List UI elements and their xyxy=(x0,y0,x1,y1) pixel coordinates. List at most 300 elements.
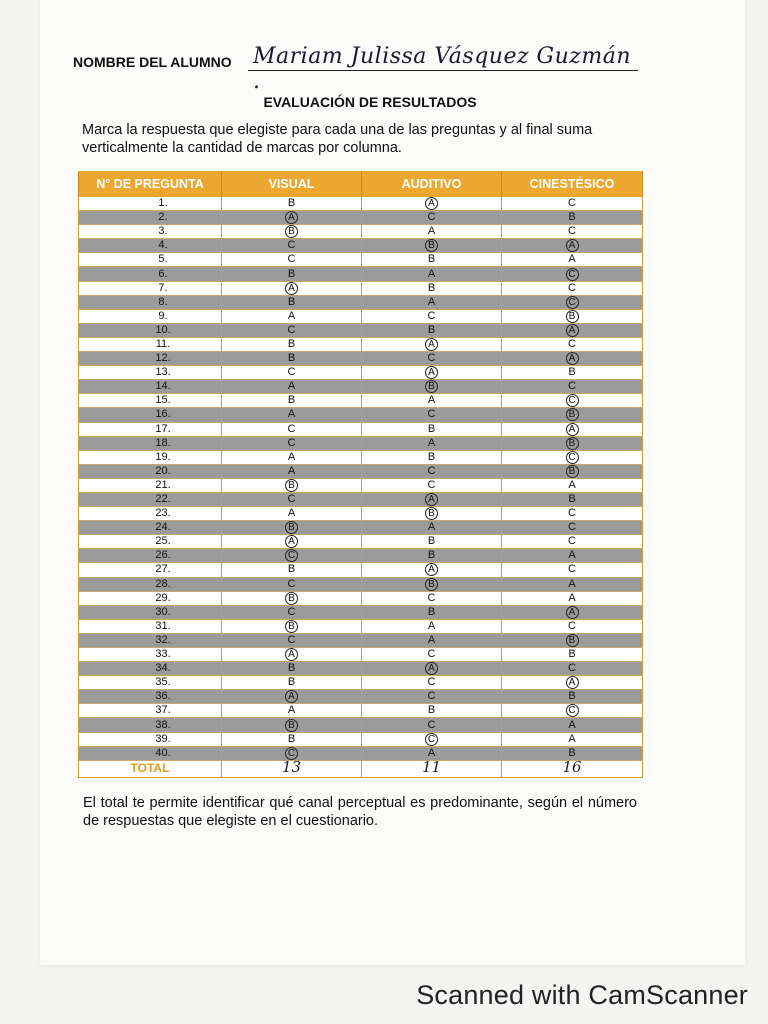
circled-answer: C xyxy=(566,451,579,464)
question-number-cell xyxy=(79,676,222,690)
answer-option: C xyxy=(568,521,576,534)
table-row xyxy=(79,323,643,337)
circled-answer: A xyxy=(566,606,579,619)
auditivo-cell xyxy=(362,267,502,281)
question-number-cell xyxy=(79,281,222,295)
circled-answer: C xyxy=(566,296,579,309)
circled-answer: A xyxy=(285,648,298,661)
answer-option: A xyxy=(568,549,576,562)
answer-option: B xyxy=(427,704,436,717)
circled-answer: C xyxy=(566,394,579,407)
question-number: 23. xyxy=(155,507,171,520)
question-number-cell xyxy=(79,605,222,619)
circled-answer: C xyxy=(285,549,298,562)
table-row xyxy=(79,535,643,549)
cinestesico-cell xyxy=(502,323,643,337)
table-row xyxy=(79,352,643,366)
page-title: EVALUACIÓN DE RESULTADOS xyxy=(263,94,477,110)
cinestesico-cell xyxy=(502,563,643,577)
question-number-cell xyxy=(79,422,222,436)
visual-cell xyxy=(222,352,362,366)
table-row xyxy=(79,450,643,464)
table-row xyxy=(79,239,643,253)
answer-option: B xyxy=(287,352,296,365)
visual-cell xyxy=(222,281,362,295)
visual-cell xyxy=(222,309,362,323)
auditivo-cell xyxy=(362,591,502,605)
question-number: 40. xyxy=(155,746,171,759)
answer-option: B xyxy=(287,662,296,675)
table-row xyxy=(79,718,643,732)
total-label: TOTAL xyxy=(130,760,170,775)
auditivo-cell xyxy=(362,450,502,464)
answer-option: A xyxy=(287,507,296,520)
visual-cell xyxy=(222,197,362,211)
question-number-cell xyxy=(79,521,222,535)
auditivo-cell xyxy=(362,662,502,676)
results-table xyxy=(78,171,643,778)
auditivo-cell xyxy=(362,225,502,239)
question-number-cell xyxy=(79,436,222,450)
visual-cell xyxy=(222,507,362,521)
auditivo-cell xyxy=(362,478,502,492)
question-number-cell xyxy=(79,197,222,211)
circled-answer: B xyxy=(566,465,579,478)
cinestesico-cell xyxy=(502,732,643,746)
visual-cell xyxy=(222,394,362,408)
question-number: 20. xyxy=(155,464,171,477)
cinestesico-cell xyxy=(502,352,643,366)
cinestesico-cell xyxy=(502,507,643,521)
question-number-cell xyxy=(79,464,222,478)
question-number-cell xyxy=(79,549,222,563)
table-row xyxy=(79,633,643,647)
table-row xyxy=(79,422,643,436)
visual-cell xyxy=(222,676,362,690)
question-number: 14. xyxy=(155,380,171,393)
circled-answer: A xyxy=(285,690,298,703)
question-number-cell xyxy=(79,662,222,676)
answer-option: C xyxy=(568,535,576,548)
auditivo-cell xyxy=(362,563,502,577)
answer-option: C xyxy=(427,211,436,224)
question-number: 16. xyxy=(155,408,171,421)
question-number-cell xyxy=(79,225,222,239)
table-row xyxy=(79,197,643,211)
auditivo-cell xyxy=(362,211,502,225)
cinestesico-cell xyxy=(502,478,643,492)
question-number-cell xyxy=(79,591,222,605)
question-number: 5. xyxy=(158,253,168,266)
question-number-cell xyxy=(79,563,222,577)
table-row xyxy=(79,507,643,521)
table-row xyxy=(79,366,643,380)
circled-answer: B xyxy=(285,592,298,605)
student-name-row xyxy=(73,44,643,94)
question-number-cell xyxy=(79,323,222,337)
answer-option: A xyxy=(568,478,576,491)
auditivo-cell xyxy=(362,309,502,323)
auditivo-cell xyxy=(362,492,502,506)
table-body xyxy=(79,197,643,760)
answer-option: C xyxy=(427,478,436,491)
cinestesico-cell xyxy=(502,281,643,295)
auditivo-cell xyxy=(362,281,502,295)
question-number: 31. xyxy=(155,619,171,632)
question-number: 30. xyxy=(155,605,171,618)
cinestesico-cell xyxy=(502,535,643,549)
cinestesico-cell xyxy=(502,633,643,647)
student-name-label: NOMBRE DEL ALUMNO xyxy=(73,54,232,70)
cinestesico-cell xyxy=(502,619,643,633)
visual-cell xyxy=(222,605,362,619)
question-number-cell xyxy=(79,746,222,760)
question-number-cell xyxy=(79,732,222,746)
visual-cell xyxy=(222,253,362,267)
table-row xyxy=(79,211,643,225)
table-row xyxy=(79,619,643,633)
answer-option: C xyxy=(287,633,296,646)
header-cinestesico: CINESTÉSICO xyxy=(502,171,643,197)
visual-cell xyxy=(222,267,362,281)
question-number: 25. xyxy=(155,535,171,548)
circled-answer: A xyxy=(566,324,579,337)
circled-answer: A xyxy=(285,211,298,224)
question-number: 13. xyxy=(155,366,171,379)
circled-answer: B xyxy=(425,507,438,520)
visual-cell xyxy=(222,563,362,577)
circled-answer: B xyxy=(285,521,298,534)
cinestesico-cell xyxy=(502,309,643,323)
auditivo-cell xyxy=(362,394,502,408)
question-number-cell xyxy=(79,507,222,521)
circled-answer: B xyxy=(566,634,579,647)
answer-option: A xyxy=(568,577,576,590)
answer-option: B xyxy=(568,690,576,703)
visual-cell xyxy=(222,337,362,351)
question-number: 15. xyxy=(155,394,171,407)
cinestesico-cell xyxy=(502,239,643,253)
table-row xyxy=(79,464,643,478)
cinestesico-cell xyxy=(502,337,643,351)
auditivo-cell xyxy=(362,577,502,591)
auditivo-cell xyxy=(362,676,502,690)
circled-answer: A xyxy=(566,676,579,689)
question-number-cell xyxy=(79,267,222,281)
question-number-cell xyxy=(79,690,222,704)
question-number: 24. xyxy=(155,521,171,534)
answer-option: C xyxy=(568,225,576,238)
question-number: 32. xyxy=(155,633,171,646)
answer-option: C xyxy=(287,493,296,506)
visual-cell xyxy=(222,436,362,450)
circled-answer: B xyxy=(285,719,298,732)
answer-option: C xyxy=(568,380,576,393)
cinestesico-cell xyxy=(502,662,643,676)
circled-answer: A xyxy=(425,493,438,506)
question-number: 34. xyxy=(155,662,171,675)
cinestesico-cell xyxy=(502,549,643,563)
cinestesico-cell xyxy=(502,676,643,690)
answer-option: C xyxy=(568,507,576,520)
answer-option: B xyxy=(287,676,296,689)
table-row xyxy=(79,704,643,718)
circled-answer: A xyxy=(425,338,438,351)
visual-cell xyxy=(222,662,362,676)
table-row xyxy=(79,337,643,351)
visual-cell xyxy=(222,633,362,647)
question-number-cell xyxy=(79,253,222,267)
circled-answer: A xyxy=(425,197,438,210)
table-row xyxy=(79,577,643,591)
table-row xyxy=(79,281,643,295)
header-question-number: N° DE PREGUNTA xyxy=(79,171,222,197)
cinestesico-cell xyxy=(502,591,643,605)
visual-cell xyxy=(222,211,362,225)
question-number-cell xyxy=(79,295,222,309)
cinestesico-cell xyxy=(502,422,643,436)
question-number: 7. xyxy=(158,281,168,294)
answer-option: C xyxy=(287,253,296,266)
answer-option: B xyxy=(287,197,296,210)
circled-answer: B xyxy=(285,620,298,633)
cinestesico-cell xyxy=(502,690,643,704)
circled-answer: B xyxy=(285,225,298,238)
answer-option: C xyxy=(287,239,296,252)
auditivo-cell xyxy=(362,408,502,422)
circled-answer: A xyxy=(566,423,579,436)
table-row xyxy=(79,267,643,281)
visual-cell xyxy=(222,732,362,746)
question-number-cell xyxy=(79,478,222,492)
answer-option: C xyxy=(287,323,296,336)
visual-cell xyxy=(222,478,362,492)
question-number-cell xyxy=(79,718,222,732)
visual-cell xyxy=(222,408,362,422)
cinestesico-cell xyxy=(502,380,643,394)
visual-cell xyxy=(222,718,362,732)
cinestesico-cell xyxy=(502,521,643,535)
question-number: 37. xyxy=(155,704,171,717)
answer-option: B xyxy=(427,253,436,266)
visual-cell xyxy=(222,704,362,718)
auditivo-cell xyxy=(362,605,502,619)
answer-option: A xyxy=(287,408,296,421)
circled-answer: A xyxy=(425,662,438,675)
question-number: 28. xyxy=(155,577,171,590)
answer-option: C xyxy=(427,591,436,604)
question-number-cell xyxy=(79,704,222,718)
question-number: 9. xyxy=(158,309,168,322)
circled-answer: B xyxy=(425,380,438,393)
total-visual: 13 xyxy=(281,758,302,777)
auditivo-cell xyxy=(362,633,502,647)
circled-answer: B xyxy=(285,479,298,492)
total-cinestesico-cell xyxy=(502,760,643,777)
question-number: 38. xyxy=(155,718,171,731)
cinestesico-cell xyxy=(502,267,643,281)
question-number: 4. xyxy=(158,239,168,252)
answer-option: B xyxy=(427,605,436,618)
visual-cell xyxy=(222,323,362,337)
answer-option: C xyxy=(427,648,436,661)
visual-cell xyxy=(222,648,362,662)
answer-option: A xyxy=(427,633,436,646)
header-visual: VISUAL xyxy=(222,171,362,197)
auditivo-cell xyxy=(362,718,502,732)
answer-option: C xyxy=(568,662,576,675)
table-row xyxy=(79,648,643,662)
auditivo-cell xyxy=(362,366,502,380)
auditivo-cell xyxy=(362,619,502,633)
question-number-cell xyxy=(79,366,222,380)
circled-answer: B xyxy=(566,310,579,323)
answer-option: B xyxy=(427,422,436,435)
student-name-handwritten: Mariam Julissa Vásquez Guzmán . xyxy=(253,44,632,94)
circled-answer: B xyxy=(425,239,438,252)
table-row xyxy=(79,394,643,408)
cinestesico-cell xyxy=(502,464,643,478)
answer-option: B xyxy=(568,493,576,506)
question-number-cell xyxy=(79,394,222,408)
circled-answer: B xyxy=(425,578,438,591)
question-number: 21. xyxy=(155,478,171,491)
table-row xyxy=(79,690,643,704)
question-number: 3. xyxy=(158,225,168,238)
circled-answer: C xyxy=(566,268,579,281)
question-number-cell xyxy=(79,239,222,253)
table-row xyxy=(79,492,643,506)
total-auditivo: 11 xyxy=(421,758,442,777)
question-number-cell xyxy=(79,352,222,366)
total-label-cell xyxy=(79,760,222,777)
visual-cell xyxy=(222,295,362,309)
answer-option: C xyxy=(427,309,436,322)
visual-cell xyxy=(222,619,362,633)
question-number-cell xyxy=(79,492,222,506)
answer-option: A xyxy=(568,591,576,604)
visual-cell xyxy=(222,492,362,506)
auditivo-cell xyxy=(362,436,502,450)
answer-option: C xyxy=(568,563,576,576)
question-number: 17. xyxy=(155,422,171,435)
auditivo-cell xyxy=(362,648,502,662)
visual-cell xyxy=(222,422,362,436)
answer-option: A xyxy=(287,704,296,717)
question-number-cell xyxy=(79,535,222,549)
question-number: 29. xyxy=(155,591,171,604)
question-number: 35. xyxy=(155,676,171,689)
question-number: 11. xyxy=(155,337,171,350)
answer-option: B xyxy=(287,732,296,745)
camscanner-watermark: Scanned with CamScanner xyxy=(416,980,748,1010)
cinestesico-cell xyxy=(502,197,643,211)
auditivo-cell xyxy=(362,352,502,366)
auditivo-cell xyxy=(362,535,502,549)
question-number: 36. xyxy=(155,690,171,703)
answer-option: C xyxy=(568,197,576,210)
answer-option: C xyxy=(287,436,296,449)
circled-answer: C xyxy=(425,733,438,746)
circled-answer: C xyxy=(285,747,298,760)
answer-option: B xyxy=(287,295,296,308)
answer-option: C xyxy=(287,577,296,590)
answer-option: B xyxy=(568,746,576,759)
answer-option: C xyxy=(568,281,576,294)
visual-cell xyxy=(222,577,362,591)
auditivo-cell xyxy=(362,732,502,746)
answer-option: A xyxy=(427,746,436,759)
table-row xyxy=(79,549,643,563)
answer-option: A xyxy=(427,295,436,308)
question-number-cell xyxy=(79,450,222,464)
cinestesico-cell xyxy=(502,211,643,225)
table-row xyxy=(79,563,643,577)
question-number: 33. xyxy=(155,648,171,661)
answer-option: C xyxy=(287,366,296,379)
visual-cell xyxy=(222,239,362,253)
answer-option: C xyxy=(427,352,436,365)
visual-cell xyxy=(222,450,362,464)
cinestesico-cell xyxy=(502,408,643,422)
circled-answer: A xyxy=(425,366,438,379)
auditivo-cell xyxy=(362,422,502,436)
auditivo-cell xyxy=(362,690,502,704)
table-row xyxy=(79,732,643,746)
question-number: 27. xyxy=(155,563,171,576)
question-number-cell xyxy=(79,380,222,394)
question-number-cell xyxy=(79,619,222,633)
answer-option: B xyxy=(568,648,576,661)
question-number: 39. xyxy=(155,732,171,745)
cinestesico-cell xyxy=(502,492,643,506)
visual-cell xyxy=(222,535,362,549)
auditivo-cell xyxy=(362,197,502,211)
cinestesico-cell xyxy=(502,577,643,591)
question-number-cell xyxy=(79,577,222,591)
circled-answer: B xyxy=(566,408,579,421)
visual-cell xyxy=(222,366,362,380)
footer-text: El total te permite identificar qué canal perceptual es predominante, según el número de respuestas que elegiste en el cuestionario. xyxy=(83,795,637,829)
circled-answer: C xyxy=(566,704,579,717)
answer-option: B xyxy=(568,211,576,224)
auditivo-cell xyxy=(362,549,502,563)
question-number-cell xyxy=(79,337,222,351)
visual-cell xyxy=(222,549,362,563)
answer-option: C xyxy=(568,619,576,632)
table-row xyxy=(79,309,643,323)
instructions-text: Marca la respuesta que elegiste para cada una de las preguntas y al final suma verticalmente la cantidad de marcas por columna. xyxy=(82,122,593,156)
cinestesico-cell xyxy=(502,253,643,267)
question-number-cell xyxy=(79,408,222,422)
question-number: 18. xyxy=(155,436,171,449)
auditivo-cell xyxy=(362,337,502,351)
answer-option: A xyxy=(287,450,296,463)
question-number: 1. xyxy=(158,197,168,210)
circled-answer: A xyxy=(285,282,298,295)
table-header-row xyxy=(79,171,643,197)
answer-option: C xyxy=(427,408,436,421)
table-row xyxy=(79,295,643,309)
question-number: 2. xyxy=(158,211,168,224)
circled-answer: A xyxy=(285,535,298,548)
cinestesico-cell xyxy=(502,366,643,380)
table-row xyxy=(79,380,643,394)
question-number-cell xyxy=(79,309,222,323)
question-number-cell xyxy=(79,648,222,662)
answer-option: A xyxy=(427,394,436,407)
answer-option: A xyxy=(427,619,436,632)
